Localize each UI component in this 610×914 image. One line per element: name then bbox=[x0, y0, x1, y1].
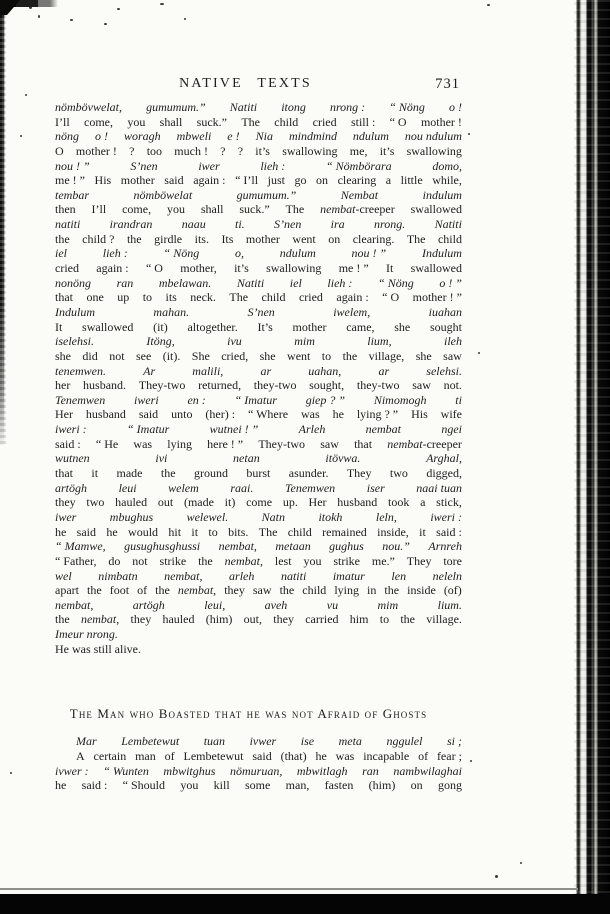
interlinear-text-block-2 bbox=[55, 734, 462, 793]
dust-speck bbox=[184, 18, 186, 20]
translation-text-line: she did not see (it). She cried, she went to the village, she saw bbox=[55, 348, 462, 363]
native-text-line: Indulum mahan. S’nen iwelem, iuahan bbox=[55, 304, 462, 319]
native-text-line: wel nimbatn nembat, arleh natiti imatur len neleln bbox=[55, 568, 462, 583]
dust-speck bbox=[468, 133, 470, 135]
native-text-line: tenemwen. Ar malili, ar uahan, ar selehsi. bbox=[55, 363, 462, 378]
translation-text-line: the child ? the girdle its. Its mother went on clearing. The child bbox=[55, 231, 462, 246]
translation-text-line: He was still alive. bbox=[55, 641, 141, 656]
translation-text-line: that one up to its neck. The child cried again : “ O mother ! ” bbox=[55, 290, 462, 305]
scan-gutter-shadow bbox=[574, 0, 610, 914]
native-text-line: iwer mbughus welewel. Natn itokh leln, iweri : bbox=[55, 509, 462, 524]
translation-text-line: said : “ He was lying here ! ” They-two saw that nembat-creeper bbox=[55, 436, 462, 451]
dust-speck bbox=[25, 94, 27, 96]
dust-speck bbox=[520, 862, 522, 864]
native-text-line: tembar nömböwelat gumumum.” Nembat indulum bbox=[55, 187, 462, 202]
native-text-line: nöng o ! woragh mbweli e ! Nia mindmind ndulum nou ndulum bbox=[55, 129, 462, 144]
native-text-line: wutnen ivi netan itövwa. Arghal, bbox=[55, 451, 462, 466]
page-content bbox=[55, 76, 462, 793]
native-text-line: natiti irandran naau ti. S’nen ira nrong. Natiti bbox=[55, 217, 462, 232]
scan-bottom-edge-line bbox=[0, 888, 578, 890]
translation-text-line: I’ll come, you shall suck.” The child cried still : “ O mother ! bbox=[55, 114, 462, 129]
translation-text-line: he said : “ Should you kill some man, fasten (him) on gong bbox=[55, 778, 462, 793]
dust-speck bbox=[70, 19, 73, 21]
translation-text-line: It swallowed (it) altogether. It’s mother came, she sought bbox=[55, 319, 462, 334]
dust-speck bbox=[20, 135, 22, 137]
translation-text-line: her husband. They-two returned, they-two sought, they-two saw not. bbox=[55, 378, 462, 393]
native-text-line: Mar Lembetewut tuan ivwer ise meta nggulel si ; bbox=[76, 734, 462, 749]
native-text-line: iel lieh : “ Nöng o, ndulum nou ! ” Indulum bbox=[55, 246, 462, 261]
interlinear-text-block-1 bbox=[55, 100, 462, 656]
native-text-line: nonöng ran mbelawan. Natiti iel lieh : “ Nöng o ! ” bbox=[55, 275, 462, 290]
dust-speck bbox=[487, 4, 490, 6]
section-heading: The Man who Boasted that he was not Afraid of Ghosts bbox=[69, 706, 428, 722]
page-header bbox=[55, 76, 462, 100]
translation-text-line: A certain man of Lembetewut said (that) he was incapable of fear ; bbox=[76, 748, 462, 763]
translation-text-line: Her husband said unto (her) : “ Where was he lying ? ” His wife bbox=[55, 407, 462, 422]
running-title: NATIVE TEXTS bbox=[179, 76, 312, 91]
scan-bottom-edge-band bbox=[0, 894, 610, 914]
translation-text-line: then I’ll come, you shall suck.” The nembat-creeper swallowed bbox=[55, 202, 462, 217]
translation-text-line: that it made the ground burst asunder. They two digged, bbox=[55, 466, 462, 481]
translation-text-line: the nembat, they hauled (him) out, they carried him to the village. bbox=[55, 612, 462, 627]
native-text-line: nou ! ” S’nen iwer lieh : “ Nömbörara domo, bbox=[55, 158, 462, 173]
dust-speck bbox=[470, 760, 472, 762]
translation-text-line: apart the foot of the nembat, they saw the child lying in the inside (of) bbox=[55, 583, 462, 598]
dust-speck bbox=[495, 875, 498, 878]
dust-speck bbox=[10, 772, 12, 774]
scan-top-left-corner-mark bbox=[0, 0, 20, 15]
native-text-line: iselehsi. Itöng, ivu mim lium, ileh bbox=[55, 334, 462, 349]
native-text-line: “ Mamwe, gusughusghussi nembat, metaan gughus nou.” Arnreh bbox=[55, 539, 462, 554]
dust-speck bbox=[104, 23, 107, 25]
native-text-line: artögh leui welem raai. Tenemwen iser naai tuan bbox=[55, 480, 462, 495]
translation-text-line: he said he would hit it to bits. The child remained inside, it said : bbox=[55, 524, 462, 539]
translation-text-line: me ! ” His mother said again : “ I’ll just go on clearing a little while, bbox=[55, 173, 462, 188]
page-number: 731 bbox=[435, 76, 460, 92]
dust-speck bbox=[117, 8, 120, 10]
scan-left-edge-shadow bbox=[0, 0, 6, 445]
dust-speck bbox=[38, 15, 40, 18]
translation-text-line: they two hauled out (made it) come up. Her husband took a stick, bbox=[55, 495, 462, 510]
translation-text-line: O mother ! ? too much ! ? ? it’s swallowing me, it’s swallowing bbox=[55, 143, 462, 158]
translation-text-line: cried again : “ O mother, it’s swallowing me ! ” It swallowed bbox=[55, 261, 462, 276]
translation-text-line: “ Father, do not strike the nembat, lest you strike me.” They tore bbox=[55, 553, 462, 568]
dust-speck bbox=[160, 3, 164, 5]
native-text-line: nembat, artögh leui, aveh vu mim lium. bbox=[55, 597, 462, 612]
dust-speck bbox=[478, 352, 480, 354]
native-text-line: Tenemwen iweri en : “ Imatur giep ? ” Nimomogh ti bbox=[55, 392, 462, 407]
native-text-line: iweri : “ Imatur wutnei ! ” Arleh nembat ngei bbox=[55, 422, 462, 437]
native-text-line: Imeur nrong. bbox=[55, 627, 118, 642]
native-text-line: ivwer : “ Wunten mbwitghus nömuruan, mbwitlagh ran nambwilaghai bbox=[55, 763, 462, 778]
native-text-line: nömbövwelat, gumumum.” Natiti itong nrong : “ Nöng o ! bbox=[55, 100, 462, 114]
